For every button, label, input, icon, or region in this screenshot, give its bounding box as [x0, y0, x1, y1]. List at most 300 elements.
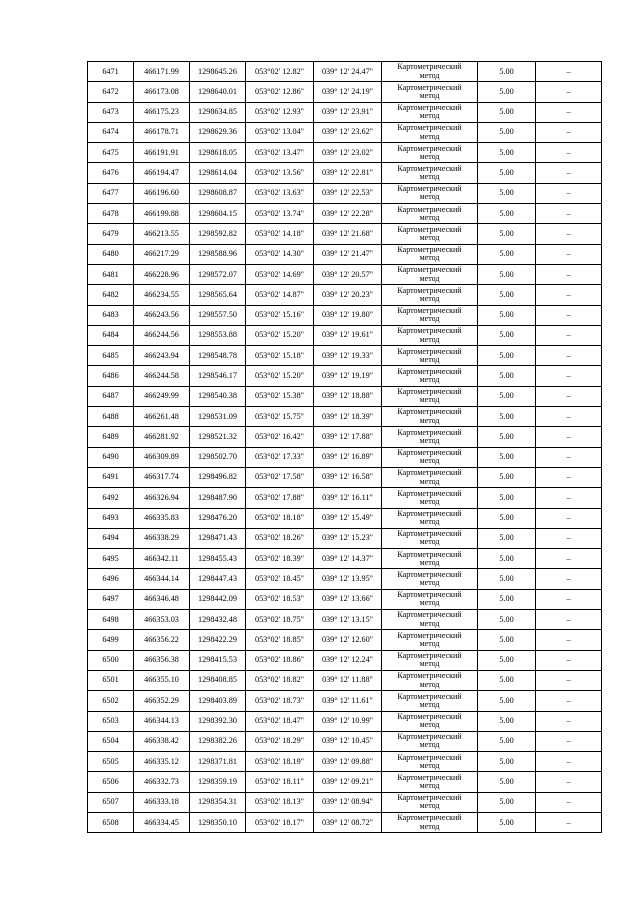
x-coordinate-cell: 466178.71 — [134, 122, 190, 142]
latitude-cell: 053°02' 18.39" — [246, 549, 314, 569]
table-row — [88, 508, 602, 528]
accuracy-cell: 5.00 — [478, 204, 536, 224]
y-coordinate-cell: 1298548.78 — [190, 346, 246, 366]
latitude-cell: 053°02' 18.45" — [246, 569, 314, 589]
point-number-cell: 6488 — [88, 407, 134, 427]
latitude-cell: 053°02' 14.69" — [246, 264, 314, 284]
method-line1: Картометрический — [397, 488, 462, 498]
y-coordinate-cell: 1298422.29 — [190, 630, 246, 650]
y-coordinate-cell: 1298521.32 — [190, 427, 246, 447]
latitude-cell: 053°02' 18.86" — [246, 650, 314, 670]
x-coordinate-cell: 466355.10 — [134, 670, 190, 690]
method-cell — [382, 630, 478, 650]
accuracy-cell: 5.00 — [478, 731, 536, 751]
table-row — [88, 447, 602, 467]
method-line1: Картометрический — [397, 326, 462, 336]
point-number-cell: 6497 — [88, 589, 134, 609]
y-coordinate-cell: 1298487.90 — [190, 488, 246, 508]
point-number-cell: 6504 — [88, 731, 134, 751]
latitude-cell: 053°02' 14.18" — [246, 224, 314, 244]
latitude-cell: 053°02' 18.85" — [246, 630, 314, 650]
longitude-cell: 039° 12' 21.68" — [314, 224, 382, 244]
y-coordinate-cell: 1298350.10 — [190, 812, 246, 832]
method-cell — [382, 62, 478, 82]
method-cell — [382, 122, 478, 142]
method-cell — [382, 731, 478, 751]
longitude-cell: 039° 12' 12.60" — [314, 630, 382, 650]
longitude-cell: 039° 12' 10.99" — [314, 711, 382, 731]
x-coordinate-cell: 466171.99 — [134, 62, 190, 82]
point-number-cell: 6502 — [88, 691, 134, 711]
latitude-cell: 053°02' 13.47" — [246, 143, 314, 163]
method-line2: метод — [419, 90, 440, 100]
method-line1: Картометрический — [397, 265, 462, 275]
longitude-cell: 039° 12' 09.88" — [314, 752, 382, 772]
x-coordinate-cell: 466261.48 — [134, 407, 190, 427]
y-coordinate-cell: 1298614.04 — [190, 163, 246, 183]
table-row — [88, 62, 602, 82]
method-cell — [382, 467, 478, 487]
method-cell — [382, 82, 478, 102]
method-line1: Картометрический — [397, 184, 462, 194]
point-number-cell: 6483 — [88, 305, 134, 325]
longitude-cell: 039° 12' 24.19" — [314, 82, 382, 102]
method-line1: Картометрический — [397, 752, 462, 762]
x-coordinate-cell: 466317.74 — [134, 467, 190, 487]
method-line1: Картометрический — [397, 306, 462, 315]
method-line1: Картометрический — [397, 82, 462, 92]
y-coordinate-cell: 1298588.96 — [190, 244, 246, 264]
method-cell — [382, 102, 478, 122]
table-row — [88, 407, 602, 427]
note-cell: – — [536, 630, 602, 650]
note-cell: – — [536, 82, 602, 102]
table-row — [88, 752, 602, 772]
x-coordinate-cell: 466335.83 — [134, 508, 190, 528]
longitude-cell: 039° 12' 19.61" — [314, 325, 382, 345]
accuracy-cell: 5.00 — [478, 224, 536, 244]
method-line2: метод — [419, 679, 440, 689]
note-cell: – — [536, 204, 602, 224]
y-coordinate-cell: 1298354.31 — [190, 792, 246, 812]
x-coordinate-cell: 466338.29 — [134, 528, 190, 548]
latitude-cell: 053°02' 14.87" — [246, 285, 314, 305]
method-line1: Картометрический — [397, 610, 462, 620]
method-line2: метод — [419, 476, 440, 486]
method-line1: Картометрический — [397, 224, 462, 234]
y-coordinate-cell: 1298546.17 — [190, 366, 246, 386]
table-row — [88, 670, 602, 690]
point-number-cell: 6474 — [88, 122, 134, 142]
y-coordinate-cell: 1298553.88 — [190, 325, 246, 345]
longitude-cell: 039° 12' 22.28" — [314, 204, 382, 224]
note-cell: – — [536, 772, 602, 792]
longitude-cell: 039° 12' 08.94" — [314, 792, 382, 812]
method-line1: Картометрический — [397, 651, 462, 661]
latitude-cell: 053°02' 14.30" — [246, 244, 314, 264]
table-row — [88, 122, 602, 142]
table-row — [88, 285, 602, 305]
accuracy-cell: 5.00 — [478, 711, 536, 731]
method-cell — [382, 670, 478, 690]
longitude-cell: 039° 12' 21.47" — [314, 244, 382, 264]
method-cell — [382, 285, 478, 305]
method-cell — [382, 549, 478, 569]
accuracy-cell: 5.00 — [478, 346, 536, 366]
method-cell — [382, 204, 478, 224]
point-number-cell: 6506 — [88, 772, 134, 792]
method-line1: Картометрический — [397, 549, 462, 559]
longitude-cell: 039° 12' 16.11" — [314, 488, 382, 508]
y-coordinate-cell: 1298432.48 — [190, 610, 246, 630]
accuracy-cell: 5.00 — [478, 122, 536, 142]
latitude-cell: 053°02' 17.88" — [246, 488, 314, 508]
longitude-cell: 039° 12' 13.95" — [314, 569, 382, 589]
table-row — [88, 691, 602, 711]
note-cell: – — [536, 264, 602, 284]
note-cell: – — [536, 711, 602, 731]
x-coordinate-cell: 466346.48 — [134, 589, 190, 609]
longitude-cell: 039° 12' 10.45" — [314, 731, 382, 751]
y-coordinate-cell: 1298604.15 — [190, 204, 246, 224]
method-line1: Картометрический — [397, 123, 462, 133]
latitude-cell: 053°02' 18.47" — [246, 711, 314, 731]
accuracy-cell: 5.00 — [478, 285, 536, 305]
method-cell — [382, 407, 478, 427]
y-coordinate-cell: 1298634.85 — [190, 102, 246, 122]
y-coordinate-cell: 1298640.01 — [190, 82, 246, 102]
table-row — [88, 82, 602, 102]
method-line2: метод — [419, 517, 440, 527]
point-number-cell: 6479 — [88, 224, 134, 244]
method-line1: Картометрический — [397, 711, 462, 721]
note-cell: – — [536, 346, 602, 366]
note-cell: – — [536, 122, 602, 142]
latitude-cell: 053°02' 18.82" — [246, 670, 314, 690]
table-row — [88, 102, 602, 122]
note-cell: – — [536, 305, 602, 325]
table-body — [88, 62, 602, 833]
point-number-cell: 6486 — [88, 366, 134, 386]
method-cell — [382, 183, 478, 203]
method-line1: Картометрический — [397, 103, 462, 113]
y-coordinate-cell: 1298371.81 — [190, 752, 246, 772]
table-row — [88, 183, 602, 203]
longitude-cell: 039° 12' 11.88" — [314, 670, 382, 690]
latitude-cell: 053°02' 18.26" — [246, 528, 314, 548]
note-cell: – — [536, 752, 602, 772]
method-cell — [382, 508, 478, 528]
method-cell — [382, 711, 478, 731]
y-coordinate-cell: 1298618.05 — [190, 143, 246, 163]
longitude-cell: 039° 12' 22.53" — [314, 183, 382, 203]
y-coordinate-cell: 1298629.36 — [190, 122, 246, 142]
table-row — [88, 264, 602, 284]
method-line2: метод — [419, 131, 440, 141]
accuracy-cell: 5.00 — [478, 691, 536, 711]
point-number-cell: 6494 — [88, 528, 134, 548]
point-number-cell: 6477 — [88, 183, 134, 203]
table-row — [88, 427, 602, 447]
table-row — [88, 467, 602, 487]
accuracy-cell: 5.00 — [478, 102, 536, 122]
x-coordinate-cell: 466356.22 — [134, 630, 190, 650]
accuracy-cell: 5.00 — [478, 467, 536, 487]
method-cell — [382, 772, 478, 792]
note-cell: – — [536, 569, 602, 589]
x-coordinate-cell: 466234.55 — [134, 285, 190, 305]
latitude-cell: 053°02' 18.75" — [246, 610, 314, 630]
accuracy-cell: 5.00 — [478, 386, 536, 406]
accuracy-cell: 5.00 — [478, 650, 536, 670]
method-line2: метод — [419, 151, 440, 161]
method-line1: Картометрический — [397, 590, 462, 600]
accuracy-cell: 5.00 — [478, 549, 536, 569]
table-row — [88, 224, 602, 244]
latitude-cell: 053°02' 15.16" — [246, 305, 314, 325]
note-cell: – — [536, 102, 602, 122]
note-cell: – — [536, 386, 602, 406]
method-cell — [382, 325, 478, 345]
accuracy-cell: 5.00 — [478, 812, 536, 832]
method-line1: Картометрический — [397, 245, 462, 255]
x-coordinate-cell: 466244.56 — [134, 325, 190, 345]
method-cell — [382, 812, 478, 832]
x-coordinate-cell: 466342.11 — [134, 549, 190, 569]
method-line2: метод — [419, 496, 440, 506]
note-cell: – — [536, 488, 602, 508]
longitude-cell: 039° 12' 13.15" — [314, 610, 382, 630]
accuracy-cell: 5.00 — [478, 62, 536, 82]
method-line1: Картометрический — [397, 813, 462, 823]
method-line1: Картометрический — [397, 732, 462, 742]
table-row — [88, 792, 602, 812]
table-row — [88, 569, 602, 589]
method-line2: метод — [419, 293, 440, 303]
note-cell: – — [536, 508, 602, 528]
point-number-cell: 6505 — [88, 752, 134, 772]
method-line2: метод — [419, 740, 440, 750]
longitude-cell: 039° 12' 19.33" — [314, 346, 382, 366]
y-coordinate-cell: 1298408.85 — [190, 670, 246, 690]
note-cell: – — [536, 447, 602, 467]
accuracy-cell: 5.00 — [478, 792, 536, 812]
method-line1: Картометрический — [397, 691, 462, 701]
method-line2: метод — [419, 192, 440, 202]
method-line1: Картометрический — [397, 163, 462, 173]
note-cell: – — [536, 731, 602, 751]
method-line2: метод — [419, 659, 440, 669]
table-row — [88, 528, 602, 548]
x-coordinate-cell: 466353.03 — [134, 610, 190, 630]
method-line1: Картометрический — [397, 387, 462, 397]
method-cell — [382, 691, 478, 711]
table-row — [88, 325, 602, 345]
method-line2: метод — [419, 618, 440, 628]
latitude-cell: 053°02' 13.74" — [246, 204, 314, 224]
table-row — [88, 549, 602, 569]
method-cell — [382, 427, 478, 447]
method-cell — [382, 244, 478, 264]
point-number-cell: 6484 — [88, 325, 134, 345]
longitude-cell: 039° 12' 19.80" — [314, 305, 382, 325]
method-cell — [382, 447, 478, 467]
note-cell: – — [536, 183, 602, 203]
latitude-cell: 053°02' 18.73" — [246, 691, 314, 711]
method-line2: метод — [419, 415, 440, 425]
longitude-cell: 039° 12' 20.57" — [314, 264, 382, 284]
point-number-cell: 6471 — [88, 62, 134, 82]
latitude-cell: 053°02' 18.19" — [246, 752, 314, 772]
note-cell: – — [536, 589, 602, 609]
method-line2: метод — [419, 334, 440, 344]
longitude-cell: 039° 12' 22.81" — [314, 163, 382, 183]
note-cell: – — [536, 163, 602, 183]
point-number-cell: 6476 — [88, 163, 134, 183]
accuracy-cell: 5.00 — [478, 366, 536, 386]
point-number-cell: 6472 — [88, 82, 134, 102]
accuracy-cell: 5.00 — [478, 528, 536, 548]
table-row — [88, 650, 602, 670]
y-coordinate-cell: 1298540.38 — [190, 386, 246, 406]
latitude-cell: 053°02' 15.20" — [246, 366, 314, 386]
point-number-cell: 6481 — [88, 264, 134, 284]
y-coordinate-cell: 1298403.89 — [190, 691, 246, 711]
point-number-cell: 6507 — [88, 792, 134, 812]
accuracy-cell: 5.00 — [478, 163, 536, 183]
method-line1: Картометрический — [397, 508, 462, 518]
x-coordinate-cell: 466194.47 — [134, 163, 190, 183]
note-cell: – — [536, 325, 602, 345]
method-line2: метод — [419, 821, 440, 831]
point-number-cell: 6499 — [88, 630, 134, 650]
table-row — [88, 386, 602, 406]
point-number-cell: 6489 — [88, 427, 134, 447]
method-line2: метод — [419, 375, 440, 385]
accuracy-cell: 5.00 — [478, 508, 536, 528]
point-number-cell: 6500 — [88, 650, 134, 670]
coordinates-table — [87, 61, 602, 833]
method-cell — [382, 528, 478, 548]
point-number-cell: 6475 — [88, 143, 134, 163]
accuracy-cell: 5.00 — [478, 82, 536, 102]
table-row — [88, 630, 602, 650]
accuracy-cell: 5.00 — [478, 244, 536, 264]
y-coordinate-cell: 1298447.43 — [190, 569, 246, 589]
x-coordinate-cell: 466333.18 — [134, 792, 190, 812]
y-coordinate-cell: 1298359.19 — [190, 772, 246, 792]
method-line2: метод — [419, 354, 440, 364]
point-number-cell: 6508 — [88, 812, 134, 832]
method-line2: метод — [419, 111, 440, 121]
point-number-cell: 6493 — [88, 508, 134, 528]
method-cell — [382, 792, 478, 812]
table-row — [88, 163, 602, 183]
method-line2: метод — [419, 273, 440, 283]
point-number-cell: 6480 — [88, 244, 134, 264]
longitude-cell: 039° 12' 23.91" — [314, 102, 382, 122]
y-coordinate-cell: 1298592.82 — [190, 224, 246, 244]
y-coordinate-cell: 1298572.07 — [190, 264, 246, 284]
method-line2: метод — [419, 456, 440, 466]
method-cell — [382, 163, 478, 183]
longitude-cell: 039° 12' 17.88" — [314, 427, 382, 447]
method-line2: метод — [419, 638, 440, 648]
longitude-cell: 039° 12' 23.62" — [314, 122, 382, 142]
method-cell — [382, 264, 478, 284]
accuracy-cell: 5.00 — [478, 772, 536, 792]
y-coordinate-cell: 1298442.09 — [190, 589, 246, 609]
method-line1: Картометрический — [397, 366, 462, 376]
y-coordinate-cell: 1298392.30 — [190, 711, 246, 731]
longitude-cell: 039° 12' 14.37" — [314, 549, 382, 569]
latitude-cell: 053°02' 13.63" — [246, 183, 314, 203]
longitude-cell: 039° 12' 16.58" — [314, 467, 382, 487]
x-coordinate-cell: 466243.56 — [134, 305, 190, 325]
latitude-cell: 053°02' 18.13" — [246, 792, 314, 812]
method-cell — [382, 386, 478, 406]
accuracy-cell: 5.00 — [478, 752, 536, 772]
method-cell — [382, 610, 478, 630]
method-line1: Картометрический — [397, 346, 462, 356]
x-coordinate-cell: 466196.60 — [134, 183, 190, 203]
latitude-cell: 053°02' 16.42" — [246, 427, 314, 447]
accuracy-cell: 5.00 — [478, 305, 536, 325]
table-row — [88, 305, 602, 325]
accuracy-cell: 5.00 — [478, 630, 536, 650]
method-line2: метод — [419, 720, 440, 730]
point-number-cell: 6501 — [88, 670, 134, 690]
note-cell: – — [536, 244, 602, 264]
y-coordinate-cell: 1298415.53 — [190, 650, 246, 670]
y-coordinate-cell: 1298476.20 — [190, 508, 246, 528]
method-line2: метод — [419, 314, 440, 324]
method-line1: Картометрический — [397, 407, 462, 417]
x-coordinate-cell: 466344.13 — [134, 711, 190, 731]
note-cell: – — [536, 427, 602, 447]
method-line1: Картометрический — [397, 143, 462, 153]
point-number-cell: 6498 — [88, 610, 134, 630]
table-row — [88, 711, 602, 731]
longitude-cell: 039° 12' 12.24" — [314, 650, 382, 670]
method-line2: метод — [419, 435, 440, 445]
method-line1: Картометрический — [397, 448, 462, 458]
method-cell — [382, 752, 478, 772]
accuracy-cell: 5.00 — [478, 264, 536, 284]
method-line2: метод — [419, 172, 440, 182]
x-coordinate-cell: 466228.96 — [134, 264, 190, 284]
longitude-cell: 039° 12' 23.02" — [314, 143, 382, 163]
point-number-cell: 6478 — [88, 204, 134, 224]
point-number-cell: 6491 — [88, 467, 134, 487]
accuracy-cell: 5.00 — [478, 670, 536, 690]
method-cell — [382, 569, 478, 589]
method-line2: метод — [419, 537, 440, 547]
note-cell: – — [536, 224, 602, 244]
method-line2: метод — [419, 781, 440, 791]
table-row — [88, 812, 602, 832]
latitude-cell: 053°02' 15.38" — [246, 386, 314, 406]
latitude-cell: 053°02' 17.33" — [246, 447, 314, 467]
accuracy-cell: 5.00 — [478, 589, 536, 609]
method-line1: Картометрический — [397, 468, 462, 478]
longitude-cell: 039° 12' 18.88" — [314, 386, 382, 406]
longitude-cell: 039° 12' 08.72" — [314, 812, 382, 832]
x-coordinate-cell: 466332.73 — [134, 772, 190, 792]
x-coordinate-cell: 466309.89 — [134, 447, 190, 467]
longitude-cell: 039° 12' 19.19" — [314, 366, 382, 386]
x-coordinate-cell: 466173.08 — [134, 82, 190, 102]
